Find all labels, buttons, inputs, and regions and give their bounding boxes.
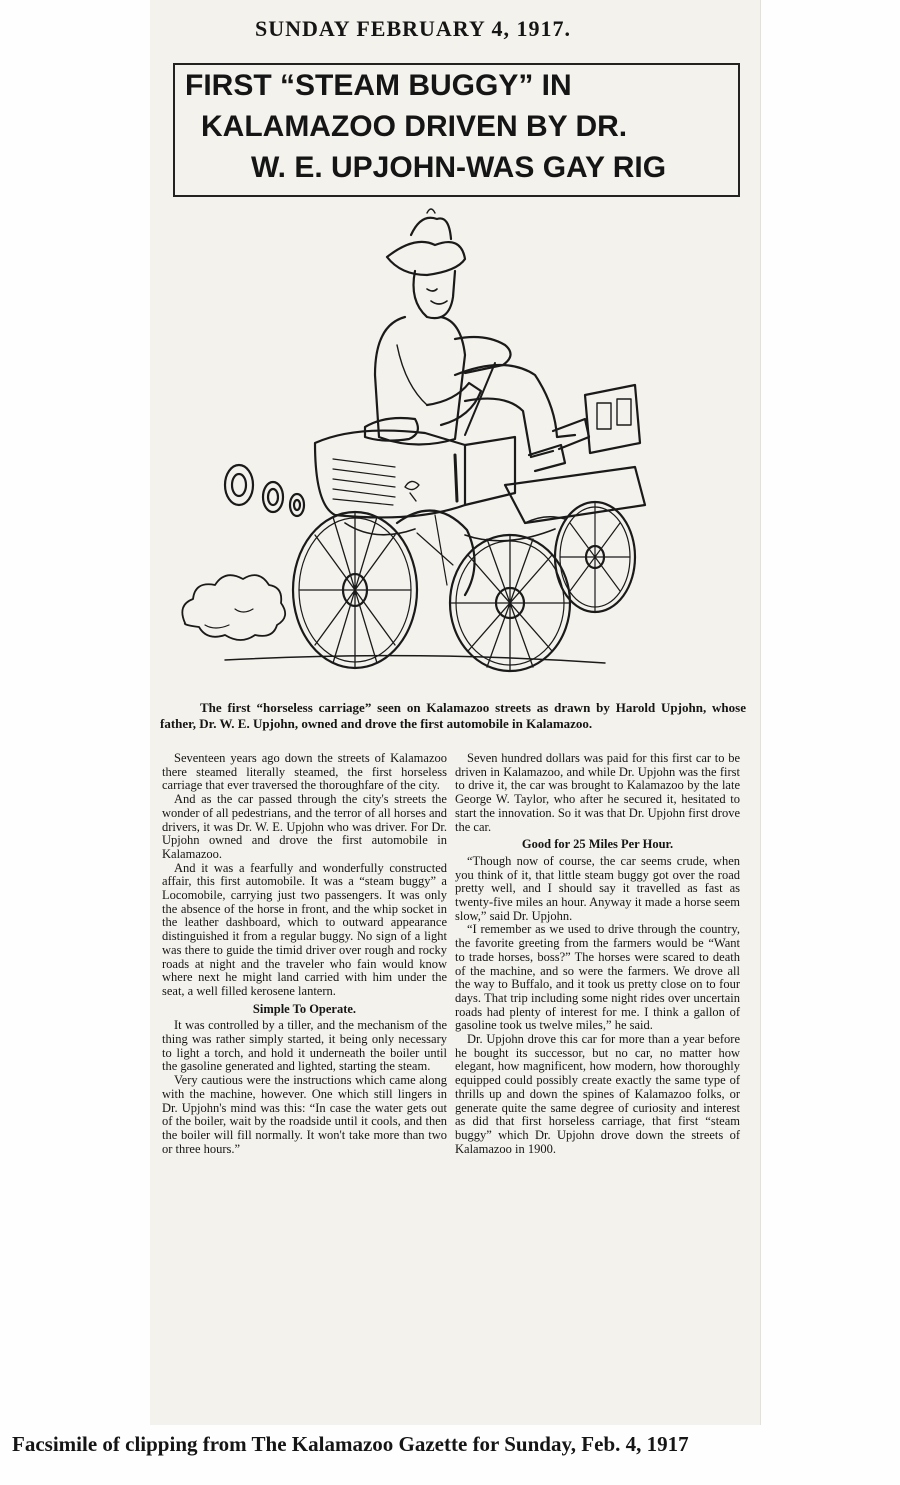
headline-line-1: FIRST “STEAM BUGGY” IN bbox=[185, 69, 572, 102]
headline-line-3: W. E. UPJOHN-WAS GAY RIG bbox=[251, 151, 667, 184]
article-paragraph: Dr. Upjohn drove this car for more than a year before he bought its successor, but no car, no matter how elegant, how magnificent, how modern, how thoroughly equipped could possibly create exactly the same type of thrills up and down the spines of Kalamazoo folks, or generate quite the same degree of curiosity and interest as did that first horseless carriage, that first “steam buggy” which Dr. Upjohn drove down the streets of Kalamazoo in 1900. bbox=[455, 1032, 740, 1156]
far-front-wheel bbox=[555, 502, 635, 612]
article-paragraph: “Though now of course, the car seems crude, when you think of it, that little steam buggy got over the road pretty well, and I should say it travelled as fast as twenty-five miles an hour. Anyway it made a horse seem slow,” said Dr. Upjohn. bbox=[455, 853, 740, 923]
steam-buggy-illustration bbox=[165, 205, 755, 690]
illustration-caption: The first “horseless carriage” seen on Kalamazoo streets as drawn by Harold Upjohn, whose father, Dr. W. E. Upjohn, owned and drove the first automobile in Kalamazoo. bbox=[160, 700, 746, 731]
article-subhead: Good for 25 Miles Per Hour. bbox=[521, 837, 674, 852]
headline-line-2: KALAMAZOO DRIVEN BY DR. bbox=[201, 110, 628, 143]
article-paragraph: It was controlled by a tiller, and the mechanism of the thing was rather simply started, it being only necessary to light a torch, and hold it underneath the boiler until the gasoline generated and lighted, starting the steam. bbox=[162, 1018, 447, 1074]
article-paragraph: Seven hundred dollars was paid for this first car to be driven in Kalamazoo, and while Dr. Upjohn was the first to drive it, the car was brought to Kalamazoo by the late George W. Taylor, who after he secured it, hesitated to start the innovation. So it was that Dr. Upjohn first drove the car. bbox=[455, 751, 740, 834]
exhaust-ring-medium bbox=[263, 482, 283, 512]
exhaust-ring-small bbox=[290, 494, 304, 516]
article-paragraph: Seventeen years ago down the streets of Kalamazoo there steamed literally steamed, the first horseless carriage that ever traversed the thoroughfare of the city. bbox=[162, 751, 447, 793]
article-subhead: Simple To Operate. bbox=[252, 1001, 357, 1016]
headline-box bbox=[173, 63, 740, 197]
article-paragraph: And it was a fearfully and wonderfully constructed affair, this first automobile. It was a “steam buggy” a Locomobile, carrying just two passengers. It was only the absence of the horse in front, and the whip socket in the leather dashboard, which to outward appearance distinguished it from a regular buggy. No sign of a light was there to guide the timid driver over rough and rocky roads at night and the traveler who fain would know where next he might land carried with him under the seat, a well filled kerosene lantern. bbox=[162, 860, 447, 998]
article-paragraph: “I remember as we used to drive through the country, the favorite greeting from the farmers would be “Want to trade horses, boss?” The horses were scared to death of the machine, and so were the farmers. We drove all the way to Buffalo, and it took us pretty close on to four days. That trip including some night rides over uncertain roads had plenty of interest for me. I think a gallon of gasoline took us twelve miles,” he said. bbox=[455, 922, 740, 1033]
article-column-right bbox=[455, 752, 740, 1156]
article-paragraph: And as the car passed through the city's streets the wonder of all pedestrians, and the terror of all horses and drivers, it was Dr. W. E. Upjohn who was driver. For Dr. Upjohn owned and drove the first automobile in Kalamazoo. bbox=[162, 792, 447, 861]
exhaust-ring-large bbox=[225, 465, 253, 505]
dateline: SUNDAY FEBRUARY 4, 1917. bbox=[255, 16, 571, 41]
article-column-left bbox=[162, 752, 447, 1156]
rear-wheel bbox=[293, 512, 417, 668]
front-wheel bbox=[450, 535, 570, 671]
article-paragraph: Very cautious were the instructions which came along with the machine, however. One which still lingers in Dr. Upjohn's mind was this: “In case the water gets out of the boiler, wait by the roadside until it cools, and then the boiler will fill normally. It won't take more than two or three hours.” bbox=[162, 1073, 447, 1156]
facsimile-footer: Facsimile of clipping from The Kalamazoo Gazette for Sunday, Feb. 4, 1917 bbox=[12, 1432, 689, 1456]
